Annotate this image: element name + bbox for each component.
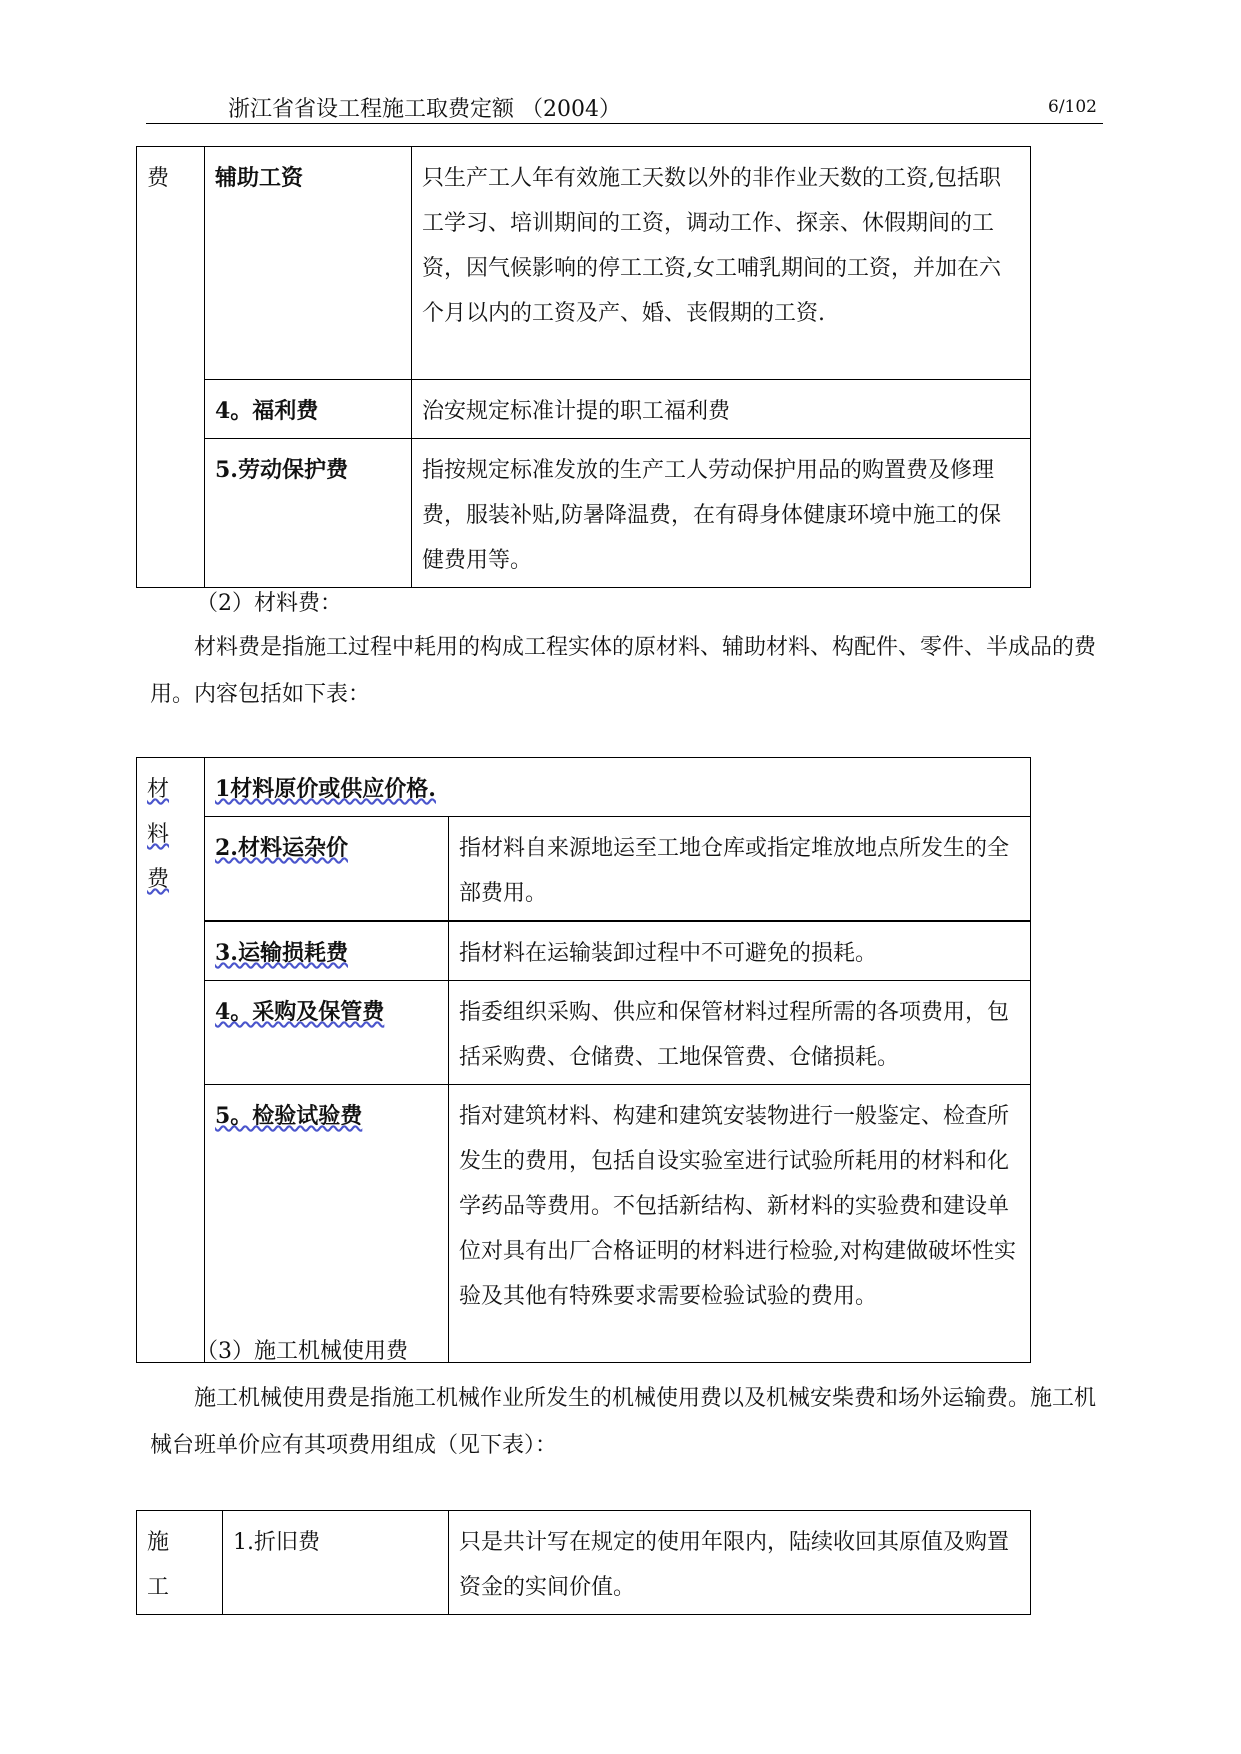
section3-body: 施工机械使用费是指施工机械作业所发生的机械使用费以及机械安柴费和场外运输费。施工机械台班单价应有其项费用组成（见下表）： xyxy=(150,1386,1097,1458)
table2-row-desc: 指对建筑材料、构建和建筑安装物进行一般鉴定、检查所发生的费用，包括自设实验室进行试验所耗用的材料和化学药品等费用。不包括新结构、新材料的实验费和建设单位对具有出厂合格证明的材料进行检验,对构建做破坏性实验及其他有特殊要求需要检验试验的费用。 xyxy=(449,1085,1031,1363)
table3-category-label: 施工 xyxy=(147,1530,170,1600)
table1-category-label: 费 xyxy=(147,166,170,191)
table1-category-cell xyxy=(137,147,205,588)
labor-cost-table xyxy=(136,146,1031,588)
table2-row-desc: 指材料自来源地运至工地仓库或指定堆放地点所发生的全部费用。 xyxy=(449,817,1031,922)
table2-row-name: 4。采购及保管费 xyxy=(205,981,449,1085)
table2-header-row: 1材料原价或供应价格. xyxy=(205,758,1031,817)
table2-row-desc: 指材料在运输装卸过程中不可避免的损耗。 xyxy=(449,921,1031,981)
table2-category-label: 材料费 xyxy=(147,777,170,892)
section2-body: 材料费是指施工过程中耗用的构成工程实体的原材料、辅助材料、构配件、零件、半成品的费用。内容包括如下表： xyxy=(150,635,1097,707)
table1-row-name: 5.劳动保护费 xyxy=(205,439,412,588)
table1-row-name: 辅助工资 xyxy=(205,147,412,380)
table3-row-name: 1.折旧费 xyxy=(223,1511,449,1615)
table1-row-desc: 治安规定标准计提的职工福利费 xyxy=(412,380,1031,439)
header-rule xyxy=(146,123,1103,124)
page-number: 6/102 xyxy=(1048,97,1097,117)
table2-category-cell xyxy=(137,758,205,1363)
document-header-title: 浙江省省设工程施工取费定额 （2004） xyxy=(228,97,621,122)
section2-heading: （2）材料费： xyxy=(196,591,342,616)
table2-row-name: 3.运输损耗费 xyxy=(205,921,449,981)
section3-heading: （3）施工机械使用费 xyxy=(196,1339,408,1364)
table1-row-desc: 指按规定标准发放的生产工人劳动保护用品的购置费及修理费，服装补贴,防暑降温费，在有碍身体健康环境中施工的保健费用等。 xyxy=(412,439,1031,588)
table2-row-name: 5。检验试验费 xyxy=(205,1085,449,1363)
table1-row-name: 4。福利费 xyxy=(205,380,412,439)
machinery-cost-table xyxy=(136,1510,1031,1615)
table3-category-cell xyxy=(137,1511,223,1615)
material-cost-table xyxy=(136,757,1031,1363)
table2-row-name: 2.材料运杂价 xyxy=(205,817,449,922)
table3-row-desc: 只是共计写在规定的使用年限内，陆续收回其原值及购置资金的实间价值。 xyxy=(449,1511,1031,1615)
table2-row-desc: 指委组织采购、供应和保管材料过程所需的各项费用，包括采购费、仓储费、工地保管费、仓储损耗。 xyxy=(449,981,1031,1085)
table1-row-desc: 只生产工人年有效施工天数以外的非作业天数的工资,包括职工学习、培训期间的工资，调动工作、探亲、休假期间的工资，因气候影响的停工工资,女工哺乳期间的工资，并加在六个月以内的工资及产、婚、丧假期的工资. xyxy=(412,147,1031,380)
